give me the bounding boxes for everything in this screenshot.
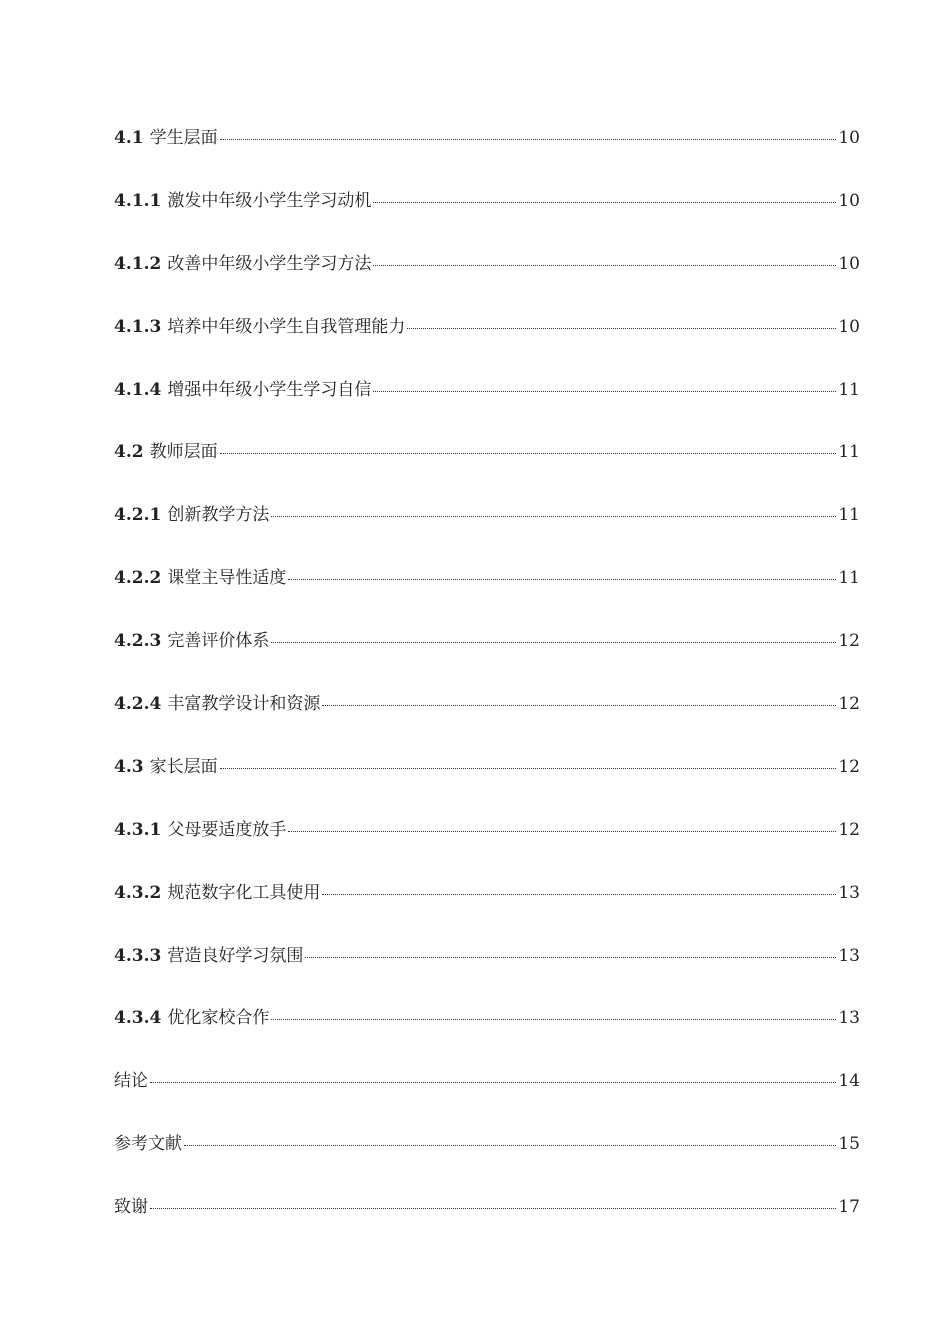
toc-page-number: 11 bbox=[838, 505, 860, 526]
toc-page-number: 13 bbox=[838, 1008, 860, 1029]
toc-section-title: 家长层面 bbox=[149, 756, 218, 777]
toc-section-number: 4.3.2 bbox=[114, 882, 162, 903]
toc-page-number: 12 bbox=[838, 756, 860, 777]
toc-section-number: 4.3.1 bbox=[114, 819, 162, 840]
toc-section-title: 营造良好学习氛围 bbox=[167, 945, 304, 966]
toc-entry[interactable] bbox=[114, 1063, 860, 1126]
toc-entry[interactable] bbox=[114, 120, 860, 183]
toc-section-title: 参考文献 bbox=[114, 1134, 182, 1155]
dot-leader bbox=[288, 579, 836, 580]
dot-leader bbox=[305, 957, 836, 958]
toc-page-number: 13 bbox=[838, 882, 860, 903]
toc-section-title: 改善中年级小学生学习方法 bbox=[167, 253, 372, 274]
toc-page-number: 13 bbox=[838, 945, 860, 966]
dot-leader bbox=[271, 642, 836, 643]
toc-section-number: 4.1.2 bbox=[114, 253, 162, 274]
dot-leader bbox=[220, 453, 836, 454]
dot-leader bbox=[150, 1208, 836, 1209]
toc-section-number: 4.2.4 bbox=[114, 694, 162, 715]
dot-leader bbox=[407, 328, 836, 329]
toc-page-number: 15 bbox=[838, 1134, 860, 1155]
toc-section-number: 4.3.4 bbox=[114, 1008, 162, 1029]
toc-entry[interactable] bbox=[114, 812, 860, 875]
toc-page-number: 10 bbox=[838, 316, 860, 337]
toc-entry[interactable] bbox=[114, 1000, 860, 1063]
toc-section-title: 父母要适度放手 bbox=[167, 819, 287, 840]
toc-entry[interactable] bbox=[114, 372, 860, 435]
toc-entry[interactable] bbox=[114, 686, 860, 749]
dot-leader bbox=[373, 265, 836, 266]
toc-entry[interactable] bbox=[114, 875, 860, 938]
toc-section-title: 丰富教学设计和资源 bbox=[167, 694, 321, 715]
toc-section-number: 4.3 bbox=[114, 756, 144, 777]
toc-page-number: 17 bbox=[838, 1197, 860, 1218]
toc-entry[interactable] bbox=[114, 560, 860, 623]
toc-section-title: 致谢 bbox=[114, 1197, 148, 1218]
toc-section-number: 4.1.3 bbox=[114, 316, 162, 337]
toc-page-number: 11 bbox=[838, 568, 860, 589]
toc-page-number: 14 bbox=[838, 1071, 860, 1092]
toc-section-number: 4.2.2 bbox=[114, 568, 162, 589]
toc-page-number: 10 bbox=[838, 190, 860, 211]
dot-leader bbox=[271, 516, 836, 517]
dot-leader bbox=[150, 1082, 836, 1083]
toc-page-number: 11 bbox=[838, 442, 860, 463]
dot-leader bbox=[271, 1019, 836, 1020]
toc-entry[interactable] bbox=[114, 1126, 860, 1189]
dot-leader bbox=[220, 768, 836, 769]
toc-entry[interactable] bbox=[114, 434, 860, 497]
toc-section-title: 培养中年级小学生自我管理能力 bbox=[167, 316, 406, 337]
dot-leader bbox=[220, 139, 836, 140]
toc-section-title: 课堂主导性适度 bbox=[167, 568, 287, 589]
toc-page-number: 11 bbox=[838, 379, 860, 400]
toc-page-number: 10 bbox=[838, 128, 860, 148]
toc-section-title: 创新教学方法 bbox=[167, 505, 270, 526]
toc-page-number: 10 bbox=[838, 253, 860, 274]
toc-entry[interactable] bbox=[114, 497, 860, 560]
dot-leader bbox=[322, 705, 836, 706]
toc-entry[interactable] bbox=[114, 1189, 860, 1252]
toc-entry[interactable] bbox=[114, 749, 860, 812]
toc-section-number: 4.2.3 bbox=[114, 631, 162, 652]
toc-section-number: 4.2 bbox=[114, 442, 144, 463]
toc-section-title: 规范数字化工具使用 bbox=[167, 882, 321, 903]
toc-section-title: 学生层面 bbox=[149, 128, 218, 148]
toc-entry[interactable] bbox=[114, 309, 860, 372]
dot-leader bbox=[288, 831, 836, 832]
toc-section-number: 4.1.1 bbox=[114, 190, 162, 211]
toc-section-title: 结论 bbox=[114, 1071, 148, 1092]
toc-section-number: 4.1.4 bbox=[114, 379, 162, 400]
toc-section-title: 优化家校合作 bbox=[167, 1008, 270, 1029]
toc-section-title: 完善评价体系 bbox=[167, 631, 270, 652]
toc-entry[interactable] bbox=[114, 938, 860, 1001]
toc-entry[interactable] bbox=[114, 246, 860, 309]
toc-entry[interactable] bbox=[114, 623, 860, 686]
toc-section-number: 4.3.3 bbox=[114, 945, 162, 966]
toc-section-number: 4.1 bbox=[114, 128, 144, 148]
toc-section-title: 增强中年级小学生学习自信 bbox=[167, 379, 372, 400]
table-of-contents bbox=[114, 120, 860, 1252]
toc-section-title: 激发中年级小学生学习动机 bbox=[167, 190, 372, 211]
dot-leader bbox=[373, 202, 836, 203]
toc-section-number: 4.2.1 bbox=[114, 505, 162, 526]
dot-leader bbox=[184, 1145, 836, 1146]
toc-entry[interactable] bbox=[114, 183, 860, 246]
dot-leader bbox=[373, 391, 836, 392]
dot-leader bbox=[322, 894, 836, 895]
toc-page-number: 12 bbox=[838, 631, 860, 652]
toc-page-number: 12 bbox=[838, 819, 860, 840]
toc-section-title: 教师层面 bbox=[149, 442, 218, 463]
toc-page-number: 12 bbox=[838, 694, 860, 715]
